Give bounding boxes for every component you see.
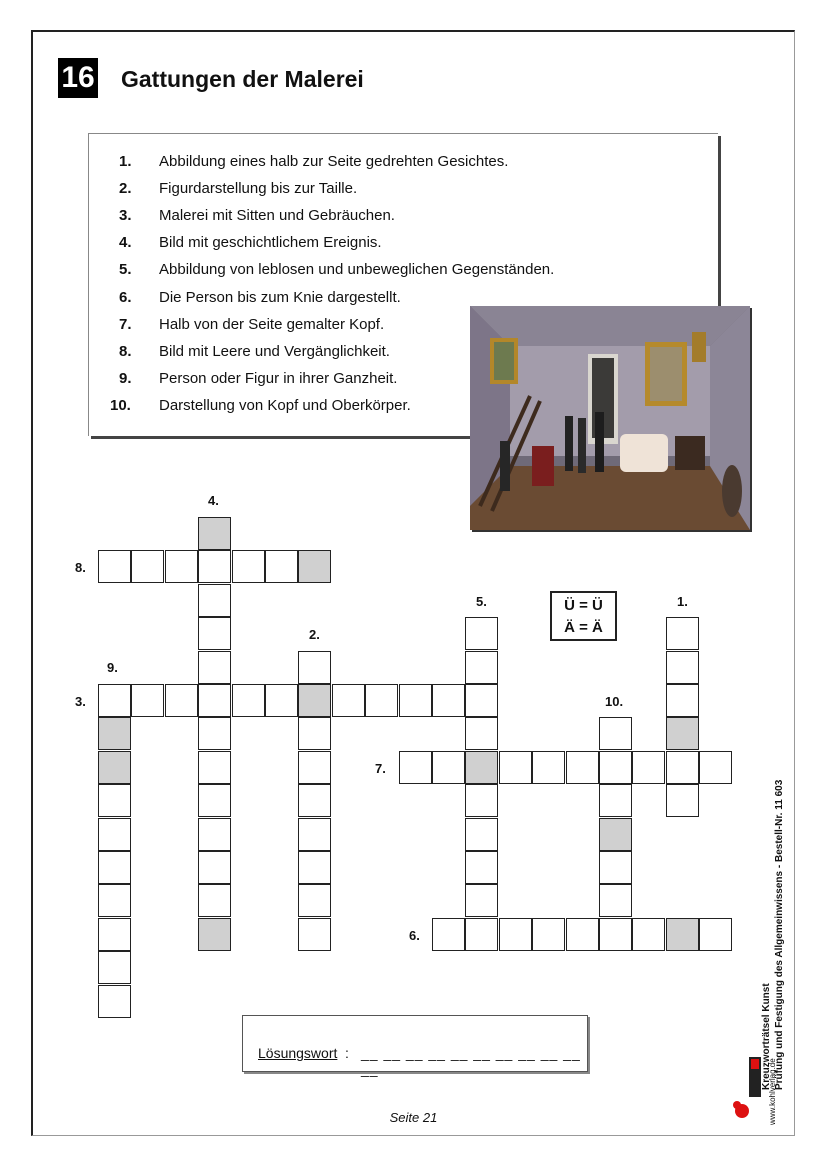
crossword-cell[interactable] (499, 918, 532, 951)
crossword-cell[interactable] (298, 651, 331, 684)
page-number: Seite 21 (389, 1110, 438, 1125)
grid-number-2: 2. (309, 627, 320, 642)
grid-number-3: 3. (75, 694, 86, 709)
crossword-cell[interactable] (198, 651, 231, 684)
crossword-cell[interactable] (98, 784, 131, 817)
crossword-cell[interactable] (131, 684, 164, 717)
crossword-cell[interactable] (666, 684, 699, 717)
crossword-cell[interactable] (165, 550, 198, 583)
solution-letter-cell[interactable] (465, 751, 498, 784)
crossword-cell[interactable] (198, 751, 231, 784)
crossword-cell[interactable] (566, 751, 599, 784)
crossword-cell[interactable] (432, 918, 465, 951)
worksheet-title: Gattungen der Malerei (121, 66, 364, 92)
crossword-cell[interactable] (566, 918, 599, 951)
crossword-cell[interactable] (298, 851, 331, 884)
crossword-cell[interactable] (465, 851, 498, 884)
solution-colon: : (345, 1045, 349, 1061)
crossword-cell[interactable] (98, 951, 131, 984)
crossword-cell[interactable] (399, 751, 432, 784)
crossword-cell[interactable] (265, 684, 298, 717)
grid-number-7: 7. (375, 761, 386, 776)
grid-number-6: 6. (409, 928, 420, 943)
crossword-cell[interactable] (465, 684, 498, 717)
crossword-cell[interactable] (232, 550, 265, 583)
crossword-cell[interactable] (198, 851, 231, 884)
solution-box (242, 1015, 588, 1077)
crossword-cell[interactable] (432, 751, 465, 784)
crossword-cell[interactable] (599, 884, 632, 917)
crossword-cell[interactable] (465, 784, 498, 817)
crossword-cell[interactable] (198, 617, 231, 650)
crossword-cell[interactable] (599, 851, 632, 884)
solution-letter-cell[interactable] (98, 717, 131, 750)
crossword-cell[interactable] (599, 918, 632, 951)
umlaut-line: Ä = Ä (564, 619, 603, 636)
crossword-cell[interactable] (298, 884, 331, 917)
side-credits (760, 780, 786, 1090)
worksheet-number: 16 (58, 58, 98, 98)
umlaut-line: Ü = Ü (564, 597, 603, 614)
crossword-cell[interactable] (198, 784, 231, 817)
solution-blanks[interactable]: __ __ __ __ __ __ __ __ __ __ __ (361, 1045, 581, 1077)
crossword-cell[interactable] (599, 784, 632, 817)
grid-number-1: 1. (677, 594, 688, 609)
crossword-cell[interactable] (198, 550, 231, 583)
clue-list: 1. Abbildung eines halb zur Seite gedrehten Gesichtes. 2. Figurdarstellung bis zur Taille. 3. Malerei mit Sitten und Gebräuchen. 4. Bild mit geschichtlichem Ereignis. 5. Abbildung von leblosen und unbeweglichen Gegenständen. 6. Die Person bis zum Knie dargestellt. 7. Halb von der Seite gemalter Kopf. 8. Bild mit Leere und Vergänglichkeit. 9. Person oder Figur in ihrer Ganzheit. 10. Darstellung von Kopf und Oberkörper. (88, 133, 718, 436)
crossword-cell[interactable] (265, 550, 298, 583)
crossword-cell[interactable] (465, 818, 498, 851)
publisher-url: www.kohlverlag.de (768, 1058, 777, 1125)
solution-letter-cell[interactable] (599, 818, 632, 851)
crossword-cell[interactable] (699, 918, 732, 951)
solution-label: Lösungswort (258, 1045, 338, 1061)
crossword-cell[interactable] (465, 884, 498, 917)
solution-letter-cell[interactable] (666, 717, 699, 750)
side-credit-line: Prüfung und Festigung des Allgemeinwissens - Bestell-Nr. 11 603 (774, 779, 785, 1090)
crossword-cell[interactable] (666, 784, 699, 817)
crossword-cell[interactable] (632, 918, 665, 951)
crossword-cell[interactable] (98, 684, 131, 717)
crossword-cell[interactable] (499, 751, 532, 784)
crossword-cell[interactable] (465, 617, 498, 650)
crossword-cell[interactable] (198, 884, 231, 917)
solution-letter-cell[interactable] (98, 751, 131, 784)
crossword-cell[interactable] (298, 918, 331, 951)
crossword-cell[interactable] (98, 818, 131, 851)
crossword-cell[interactable] (532, 918, 565, 951)
crossword-cell[interactable] (165, 684, 198, 717)
crossword-cell[interactable] (232, 684, 265, 717)
crossword-cell[interactable] (298, 818, 331, 851)
umlaut-note (550, 591, 617, 641)
crossword-cell[interactable] (465, 651, 498, 684)
crossword-cell[interactable] (332, 684, 365, 717)
crossword-cell[interactable] (599, 751, 632, 784)
painting-image (470, 306, 750, 530)
crossword-cell[interactable] (98, 851, 131, 884)
side-credit-line: Kreuzworträtsel Kunst (761, 983, 772, 1090)
crossword-cell[interactable] (632, 751, 665, 784)
crossword-cell[interactable] (465, 717, 498, 750)
crossword-cell[interactable] (666, 751, 699, 784)
crossword-cell[interactable] (666, 617, 699, 650)
crossword-cell[interactable] (465, 918, 498, 951)
crossword-cell[interactable] (399, 684, 432, 717)
crossword-cell[interactable] (432, 684, 465, 717)
solution-letter-cell[interactable] (198, 918, 231, 951)
crossword-cell[interactable] (198, 584, 231, 617)
crossword-cell[interactable] (98, 550, 131, 583)
grid-number-5: 5. (476, 594, 487, 609)
crossword-cell[interactable] (298, 784, 331, 817)
solution-letter-cell[interactable] (298, 684, 331, 717)
crossword-cell[interactable] (298, 751, 331, 784)
crossword-cell[interactable] (365, 684, 398, 717)
grid-number-10: 10. (605, 694, 624, 709)
crossword-cell[interactable] (98, 918, 131, 951)
solution-letter-cell[interactable] (666, 918, 699, 951)
grid-number-9: 9. (107, 660, 118, 675)
crossword-cell[interactable] (198, 684, 231, 717)
solution-letter-cell[interactable] (298, 550, 331, 583)
crossword-cell[interactable] (599, 717, 632, 750)
crossword-cell[interactable] (699, 751, 732, 784)
crossword-cell[interactable] (98, 884, 131, 917)
solution-letter-cell[interactable] (198, 517, 231, 550)
publisher-logo-icon (733, 1055, 767, 1125)
grid-number-4: 4. (208, 493, 219, 508)
crossword-cell[interactable] (131, 550, 164, 583)
crossword-cell[interactable] (198, 818, 231, 851)
crossword-cell[interactable] (532, 751, 565, 784)
crossword-cell[interactable] (666, 651, 699, 684)
crossword-cell[interactable] (298, 717, 331, 750)
crossword-cell[interactable] (198, 717, 231, 750)
grid-number-8: 8. (75, 560, 86, 575)
crossword-cell[interactable] (98, 985, 131, 1018)
